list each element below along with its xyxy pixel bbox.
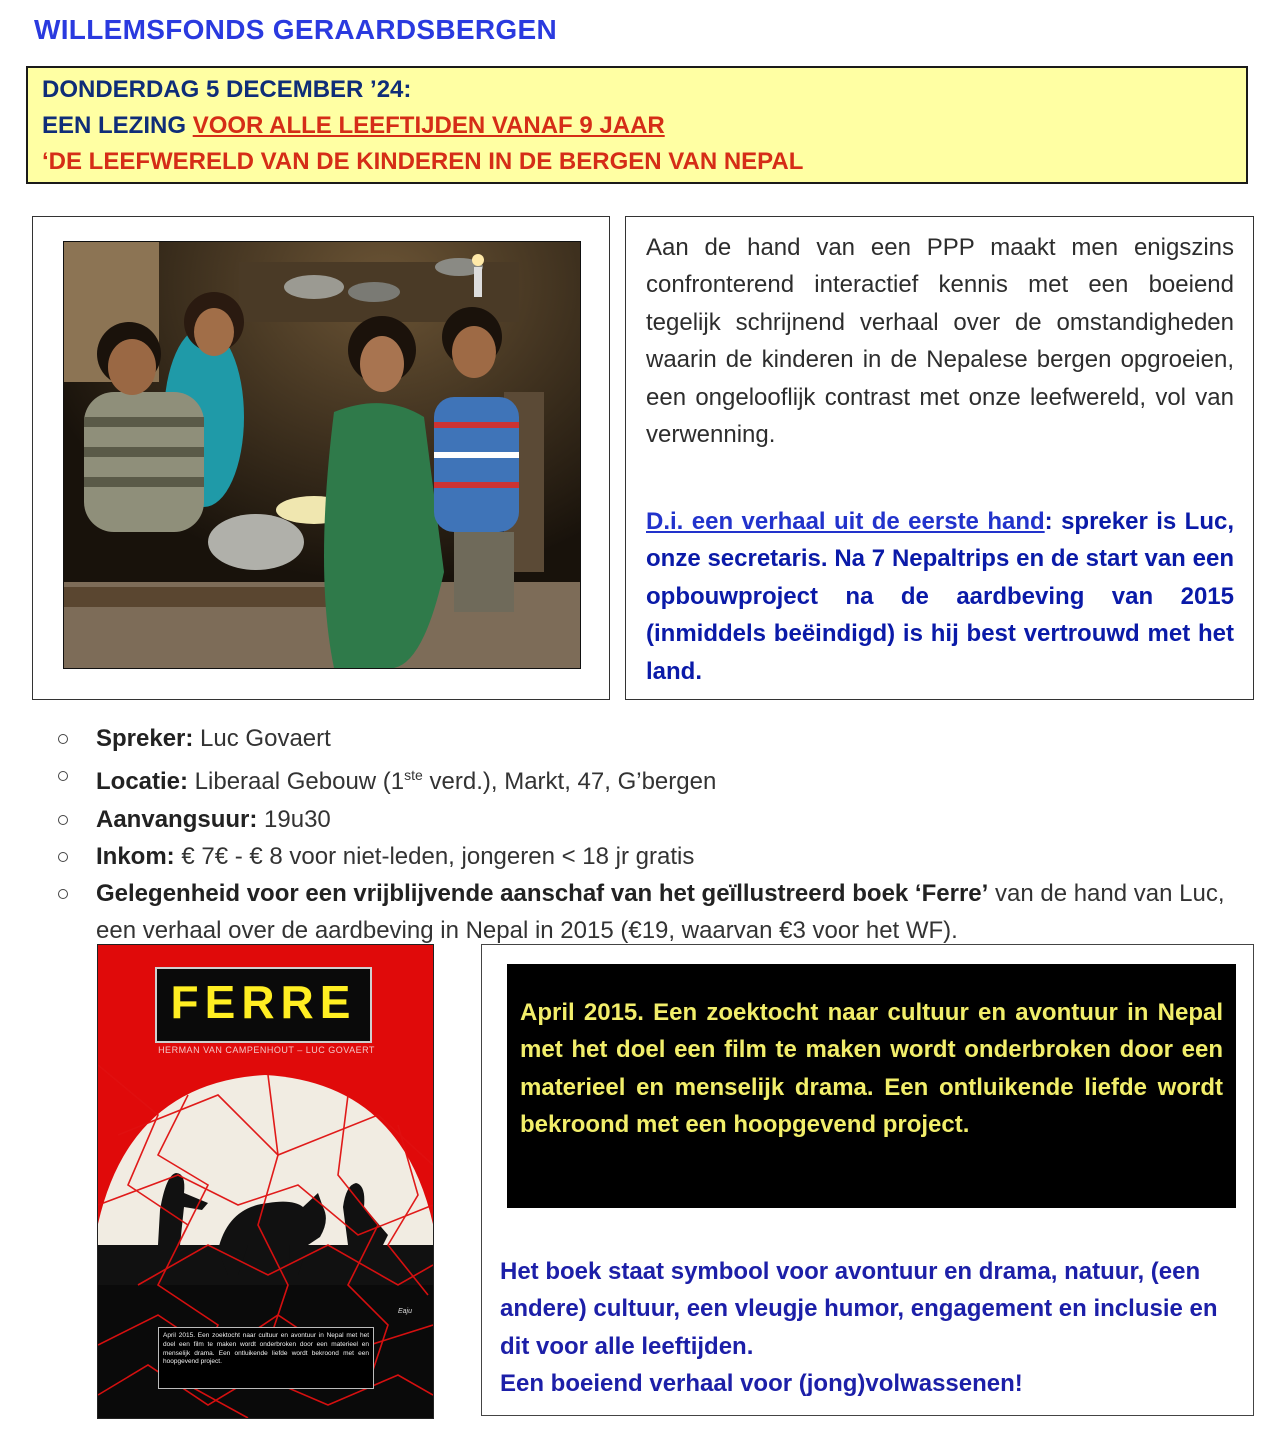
event-title: ‘DE LEEFWERELD VAN DE KINDEREN IN DE BERGEN VAN NEPAL bbox=[42, 148, 804, 175]
detail-book-offer bbox=[56, 875, 1246, 950]
detail-label: Locatie: bbox=[96, 768, 189, 796]
detail-speaker bbox=[56, 720, 1246, 757]
speaker-paragraph bbox=[646, 503, 1234, 690]
event-banner bbox=[26, 66, 1248, 184]
cover-authors: HERMAN VAN CAMPENHOUT – LUC GOVAERT bbox=[158, 1045, 375, 1055]
detail-value: van de hand van Luc, een verhaal over de aardbeving in Nepal in 2015 (€19, waarvan €3 voor het WF). bbox=[96, 880, 1225, 945]
event-details-list bbox=[56, 720, 1246, 950]
speaker-paragraph-text: : spreker is Luc, onze secretaris. Na 7 Nepaltrips en de start van een opbouwproject na de aardbeving van 2015 (inmiddels beëindigd) is hij best vertrouwd met het land. bbox=[646, 508, 1235, 685]
event-type-line bbox=[42, 112, 665, 140]
detail-entry-fee bbox=[56, 838, 1246, 875]
cover-artist-signature: Eaju bbox=[398, 1308, 413, 1315]
book-cover bbox=[97, 944, 434, 1419]
detail-location bbox=[56, 757, 1246, 800]
children-photo-illustration bbox=[64, 242, 580, 668]
book-description-box bbox=[481, 944, 1254, 1416]
firsthand-link[interactable]: D.i. een verhaal uit de eerste hand bbox=[646, 508, 1045, 535]
intro-paragraph: Aan de hand van een PPP maakt men enigszins confronterend interactief kennis met een boeiend tegelijk schrijnend verhaal over de omstandigheden waarin de kinderen in de Nepalese bergen opgroeien, een ongelooflijk contrast met onze leefwereld, vol van verwenning. bbox=[646, 234, 1234, 449]
cover-title: FERRE bbox=[170, 976, 357, 1028]
event-audience: VOOR ALLE LEEFTIJDEN VANAF 9 JAAR bbox=[192, 112, 665, 139]
detail-value: Liberaal Gebouw (1 bbox=[188, 768, 405, 796]
detail-label: Spreker: bbox=[96, 725, 194, 752]
bullet-icon bbox=[58, 852, 68, 862]
detail-label: Inkom: bbox=[96, 842, 175, 870]
cover-title-box bbox=[155, 967, 372, 1043]
book-promo-tagline: Een boeiend verhaal voor (jong)volwassenen! bbox=[500, 1370, 1023, 1398]
book-promo-paragraph: Het boek staat symbool voor avontuur en drama, natuur, (een andere) cultuur, een vleugje humor, engagement en inclusie en dit voor alle leeftijden. bbox=[500, 1258, 1218, 1360]
cover-blurb: April 2015. Een zoektocht naar cultuur en avontuur in Nepal met het doel een film te maken wordt onderbroken door een materieel en menselijk drama. Een ontluikende liefde wordt bekroond met een hoopgevend project. bbox=[158, 1327, 374, 1389]
event-type: EEN LEZING bbox=[42, 112, 193, 139]
detail-value: Luc Govaert bbox=[193, 725, 331, 752]
detail-start-time bbox=[56, 801, 1246, 838]
intro-text-box bbox=[625, 216, 1254, 700]
photo-frame bbox=[32, 216, 610, 700]
detail-superscript: ste bbox=[404, 767, 423, 784]
book-promo-text bbox=[500, 1253, 1236, 1403]
bullet-icon bbox=[58, 734, 68, 744]
detail-value: 19u30 bbox=[257, 805, 331, 833]
detail-label: Aanvangsuur: bbox=[96, 805, 258, 833]
detail-value: € 7€ - € 8 voor niet-leden, jongeren < 18 jr gratis bbox=[174, 842, 695, 870]
bullet-icon bbox=[58, 815, 68, 825]
book-summary-box bbox=[507, 964, 1236, 1208]
event-date: DONDERDAG 5 DECEMBER ’24: bbox=[42, 76, 412, 103]
organization-title: WILLEMSFONDS GERAARDSBERGEN bbox=[34, 14, 557, 45]
detail-label: Gelegenheid voor een vrijblijvende aanschaf van het geïllustreerd boek ‘Ferre’ bbox=[96, 880, 989, 908]
detail-value: verd.), Markt, 47, G’bergen bbox=[422, 768, 717, 796]
bullet-icon bbox=[58, 889, 68, 899]
bullet-icon bbox=[58, 771, 68, 781]
children-photo bbox=[63, 241, 581, 669]
book-summary-text: April 2015. Een zoektocht naar cultuur en avontuur in Nepal met het doel een film te maken wordt onderbroken door een materieel en menselijk drama. Een ontluikende liefde wordt bekroond met een hoopgevend project. bbox=[520, 999, 1223, 1138]
